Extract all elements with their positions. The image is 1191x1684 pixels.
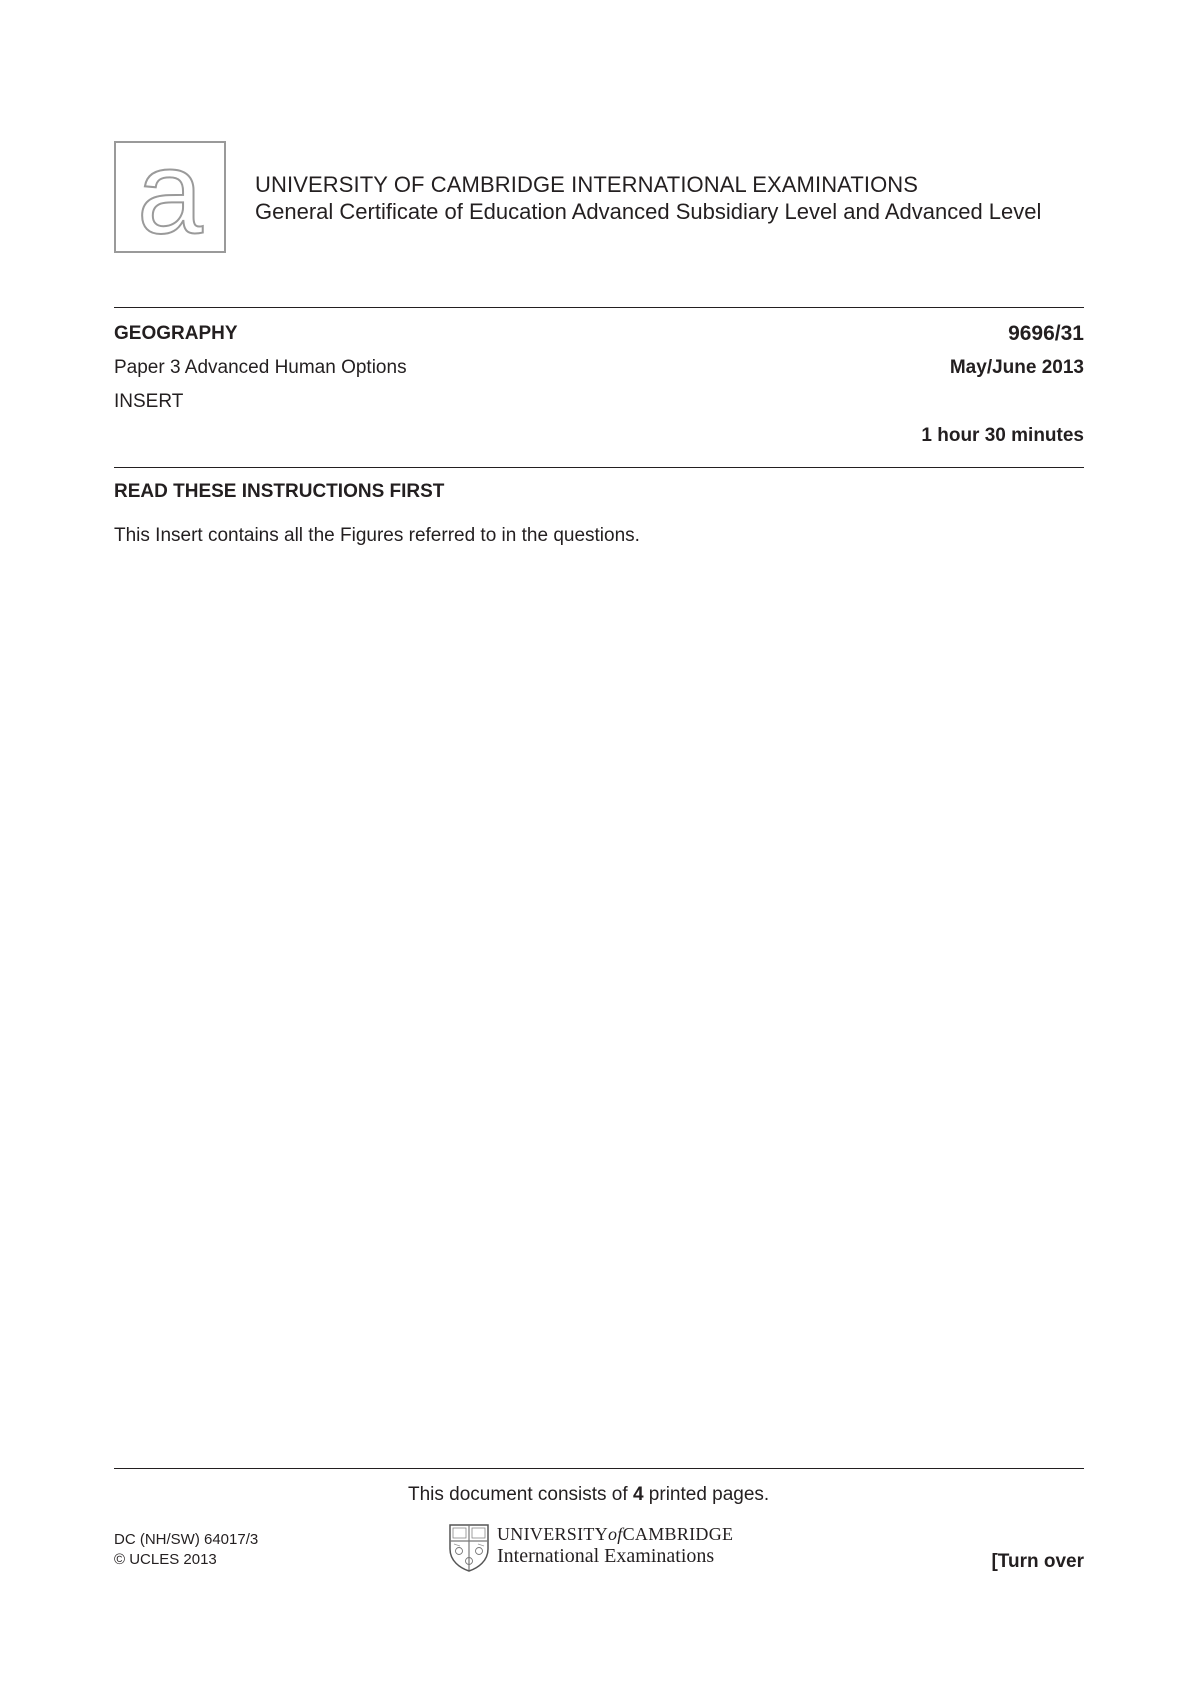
document-type: INSERT — [114, 391, 184, 412]
letter-a-logo-icon — [116, 143, 224, 251]
turn-over-note: [Turn over — [991, 1551, 1084, 1572]
divider-footer — [114, 1468, 1084, 1469]
exam-board-logo — [114, 141, 226, 253]
logo-letter: a — [137, 143, 203, 251]
brand-cambridge: CAMBRIDGE — [622, 1524, 734, 1544]
page-count-number: 4 — [632, 1484, 644, 1505]
exam-session: May/June 2013 — [949, 357, 1084, 378]
page-count-prefix: This document consists of — [408, 1484, 633, 1505]
document-reference: DC (NH/SW) 64017/3 — [114, 1531, 259, 1548]
divider-middle — [114, 467, 1084, 468]
instructions-heading: READ THESE INSTRUCTIONS FIRST — [114, 481, 445, 502]
divider-top — [114, 307, 1084, 308]
cambridge-crest-icon — [448, 1523, 490, 1578]
copyright-notice: © UCLES 2013 — [114, 1551, 217, 1568]
exam-board-title: UNIVERSITY OF CAMBRIDGE INTERNATIONAL EXAMINATIONS — [255, 172, 919, 197]
qualification-title: General Certificate of Education Advanced Subsidiary Level and Advanced Level — [255, 199, 1042, 224]
page-count-suffix: printed pages. — [643, 1484, 770, 1505]
instructions-text: This Insert contains all the Figures referred to in the questions. — [114, 525, 640, 546]
syllabus-code: 9696/31 — [1008, 322, 1084, 345]
brand-of: of — [608, 1524, 623, 1544]
subject-name: GEOGRAPHY — [114, 323, 238, 344]
page-count-note — [408, 1484, 769, 1506]
paper-title: Paper 3 Advanced Human Options — [114, 357, 407, 378]
exam-duration: 1 hour 30 minutes — [921, 425, 1084, 446]
university-brand-subtitle: International Examinations — [497, 1545, 715, 1567]
university-brand-name — [497, 1524, 733, 1545]
brand-university: UNIVERSITY — [497, 1524, 608, 1544]
